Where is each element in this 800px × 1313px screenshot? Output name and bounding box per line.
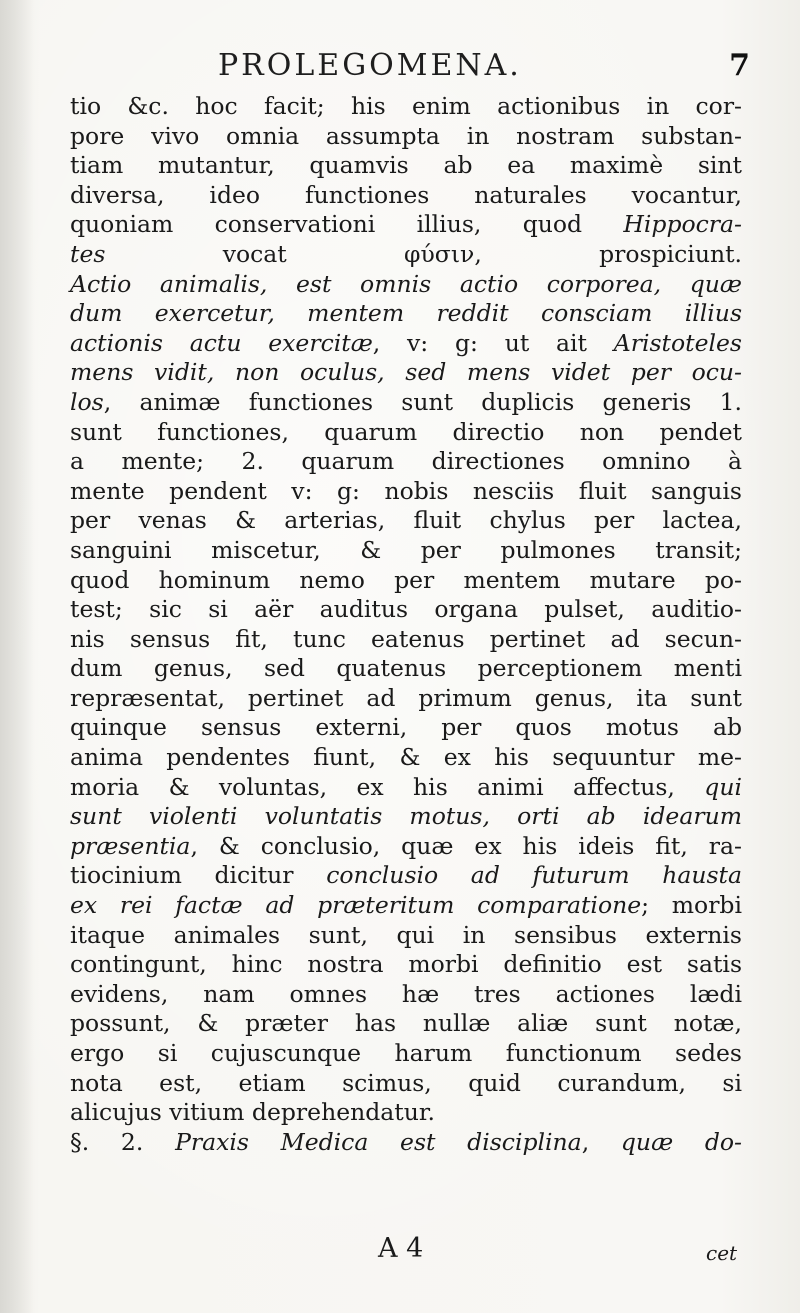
text-line xyxy=(70,684,742,714)
italic-text: tes xyxy=(70,239,106,268)
page-number: 7 xyxy=(729,48,750,83)
text-run: tiam mutantur, quamvis ab ea maximè sint xyxy=(70,151,742,180)
text-line xyxy=(70,861,742,891)
text-line xyxy=(70,151,742,181)
text-line xyxy=(70,388,742,418)
text-line xyxy=(70,329,742,359)
italic-text: los xyxy=(70,387,104,416)
signature-line xyxy=(0,1233,800,1273)
text-line xyxy=(70,299,742,329)
text-line xyxy=(70,1009,742,1039)
italic-text: dum exercetur, mentem reddit consciam illius xyxy=(70,299,742,328)
text-line xyxy=(70,950,742,980)
text-line xyxy=(70,1039,742,1069)
body-text xyxy=(70,92,742,1157)
text-run: anima pendentes fiunt, & ex his sequuntur me- xyxy=(70,743,742,772)
text-line xyxy=(70,92,742,122)
italic-text: Hippocra- xyxy=(623,210,742,239)
text-line xyxy=(70,270,742,300)
italic-text: mens vidit, non oculus, sed mens videt per ocu- xyxy=(70,358,742,387)
text-run: sunt functiones, quarum directio non pendet xyxy=(70,417,742,446)
text-line xyxy=(70,181,742,211)
text-line xyxy=(70,358,742,388)
text-line xyxy=(70,1128,742,1158)
text-line xyxy=(70,122,742,152)
text-line xyxy=(70,980,742,1010)
text-run: alicujus vitium deprehendatur. xyxy=(70,1098,435,1127)
text-line xyxy=(70,713,742,743)
text-run: quod hominum nemo per mentem mutare po- xyxy=(70,565,742,594)
text-run: per venas & arterias, fluit chylus per lactea, xyxy=(70,506,742,535)
italic-text: ex rei factæ ad præteritum comparatione xyxy=(70,891,642,920)
text-line xyxy=(70,210,742,240)
text-run: , animæ functiones sunt duplicis generis 1. xyxy=(103,387,742,416)
text-run: , xyxy=(581,1127,621,1156)
text-run: test; sic si aër auditus organa pulset, auditio- xyxy=(70,595,742,624)
text-run: itaque animales sunt, qui in sensibus externis xyxy=(70,920,742,949)
italic-text: Praxis Medica est disciplina xyxy=(175,1127,582,1156)
text-run: ; morbi xyxy=(641,891,742,920)
text-run: evidens, nam omnes hæ tres actiones lædi xyxy=(70,979,742,1008)
text-run: tio &c. hoc facit; his enim actionibus in cor- xyxy=(70,92,742,120)
running-head xyxy=(70,48,750,88)
text-line xyxy=(70,921,742,951)
italic-text: sunt violenti voluntatis motus, orti ab idearum xyxy=(70,802,742,831)
text-line xyxy=(70,832,742,862)
text-line xyxy=(70,477,742,507)
text-run: quoniam conservationi illius, quod xyxy=(70,210,624,239)
italic-text: actionis actu exercitæ xyxy=(70,328,373,357)
italic-text: Aristoteles xyxy=(613,328,742,357)
text-run: tiocinium dicitur xyxy=(70,861,327,890)
text-run: mente pendent v: g: nobis nesciis fluit sanguis xyxy=(70,476,742,505)
text-run: §. 2. xyxy=(70,1127,176,1156)
page-gutter-shadow xyxy=(0,0,34,1313)
text-line xyxy=(70,743,742,773)
text-run: repræsentat, pertinet ad primum genus, ita sunt xyxy=(70,683,742,712)
text-run: nis sensus fit, tunc eatenus pertinet ad secun- xyxy=(70,624,742,653)
running-head-title: PROLEGOMENA. xyxy=(218,48,522,83)
text-line xyxy=(70,447,742,477)
italic-text: conclusio ad futurum hausta xyxy=(326,861,742,890)
text-line xyxy=(70,891,742,921)
text-line xyxy=(70,773,742,803)
text-line xyxy=(70,625,742,655)
text-run: possunt, & præter has nullæ aliæ sunt notæ, xyxy=(70,1009,742,1038)
italic-text: quæ do- xyxy=(620,1127,742,1156)
text-line xyxy=(70,536,742,566)
text-line xyxy=(70,240,742,270)
text-run: quinque sensus externi, per quos motus ab xyxy=(70,713,742,742)
text-run: contingunt, hinc nostra morbi definitio est satis xyxy=(70,950,742,979)
text-line xyxy=(70,566,742,596)
text-run: diversa, ideo functiones naturales vocantur, xyxy=(70,180,742,209)
italic-text: qui xyxy=(704,772,742,801)
text-line xyxy=(70,506,742,536)
text-run: pore vivo omnia assumpta in nostram substan- xyxy=(70,121,742,150)
text-line xyxy=(70,595,742,625)
italic-text: Actio animalis, est omnis actio corporea, quæ xyxy=(70,269,742,298)
catchword: cet xyxy=(706,1241,738,1265)
signature-mark: A 4 xyxy=(378,1233,424,1264)
text-line xyxy=(70,418,742,448)
text-run: dum genus, sed quatenus perceptionem menti xyxy=(70,654,742,683)
text-line xyxy=(70,1098,742,1128)
text-line xyxy=(70,802,742,832)
text-run: , v: g: ut ait xyxy=(372,328,614,357)
text-line xyxy=(70,1069,742,1099)
text-run: sanguini miscetur, & per pulmones transit; xyxy=(70,535,742,564)
text-run: , & conclusio, quæ ex his ideis fit, ra- xyxy=(190,831,742,860)
text-run: vocat φύσιν, prospiciunt. xyxy=(105,239,742,268)
text-line xyxy=(70,654,742,684)
text-run: nota est, etiam scimus, quid curandum, si xyxy=(70,1068,742,1097)
text-run: moria & voluntas, ex his animi affectus, xyxy=(70,772,705,801)
text-run: a mente; 2. quarum directiones omnino à xyxy=(70,447,742,476)
italic-text: præsentia xyxy=(70,831,191,860)
text-run: ergo si cujuscunque harum functionum sedes xyxy=(70,1039,742,1067)
